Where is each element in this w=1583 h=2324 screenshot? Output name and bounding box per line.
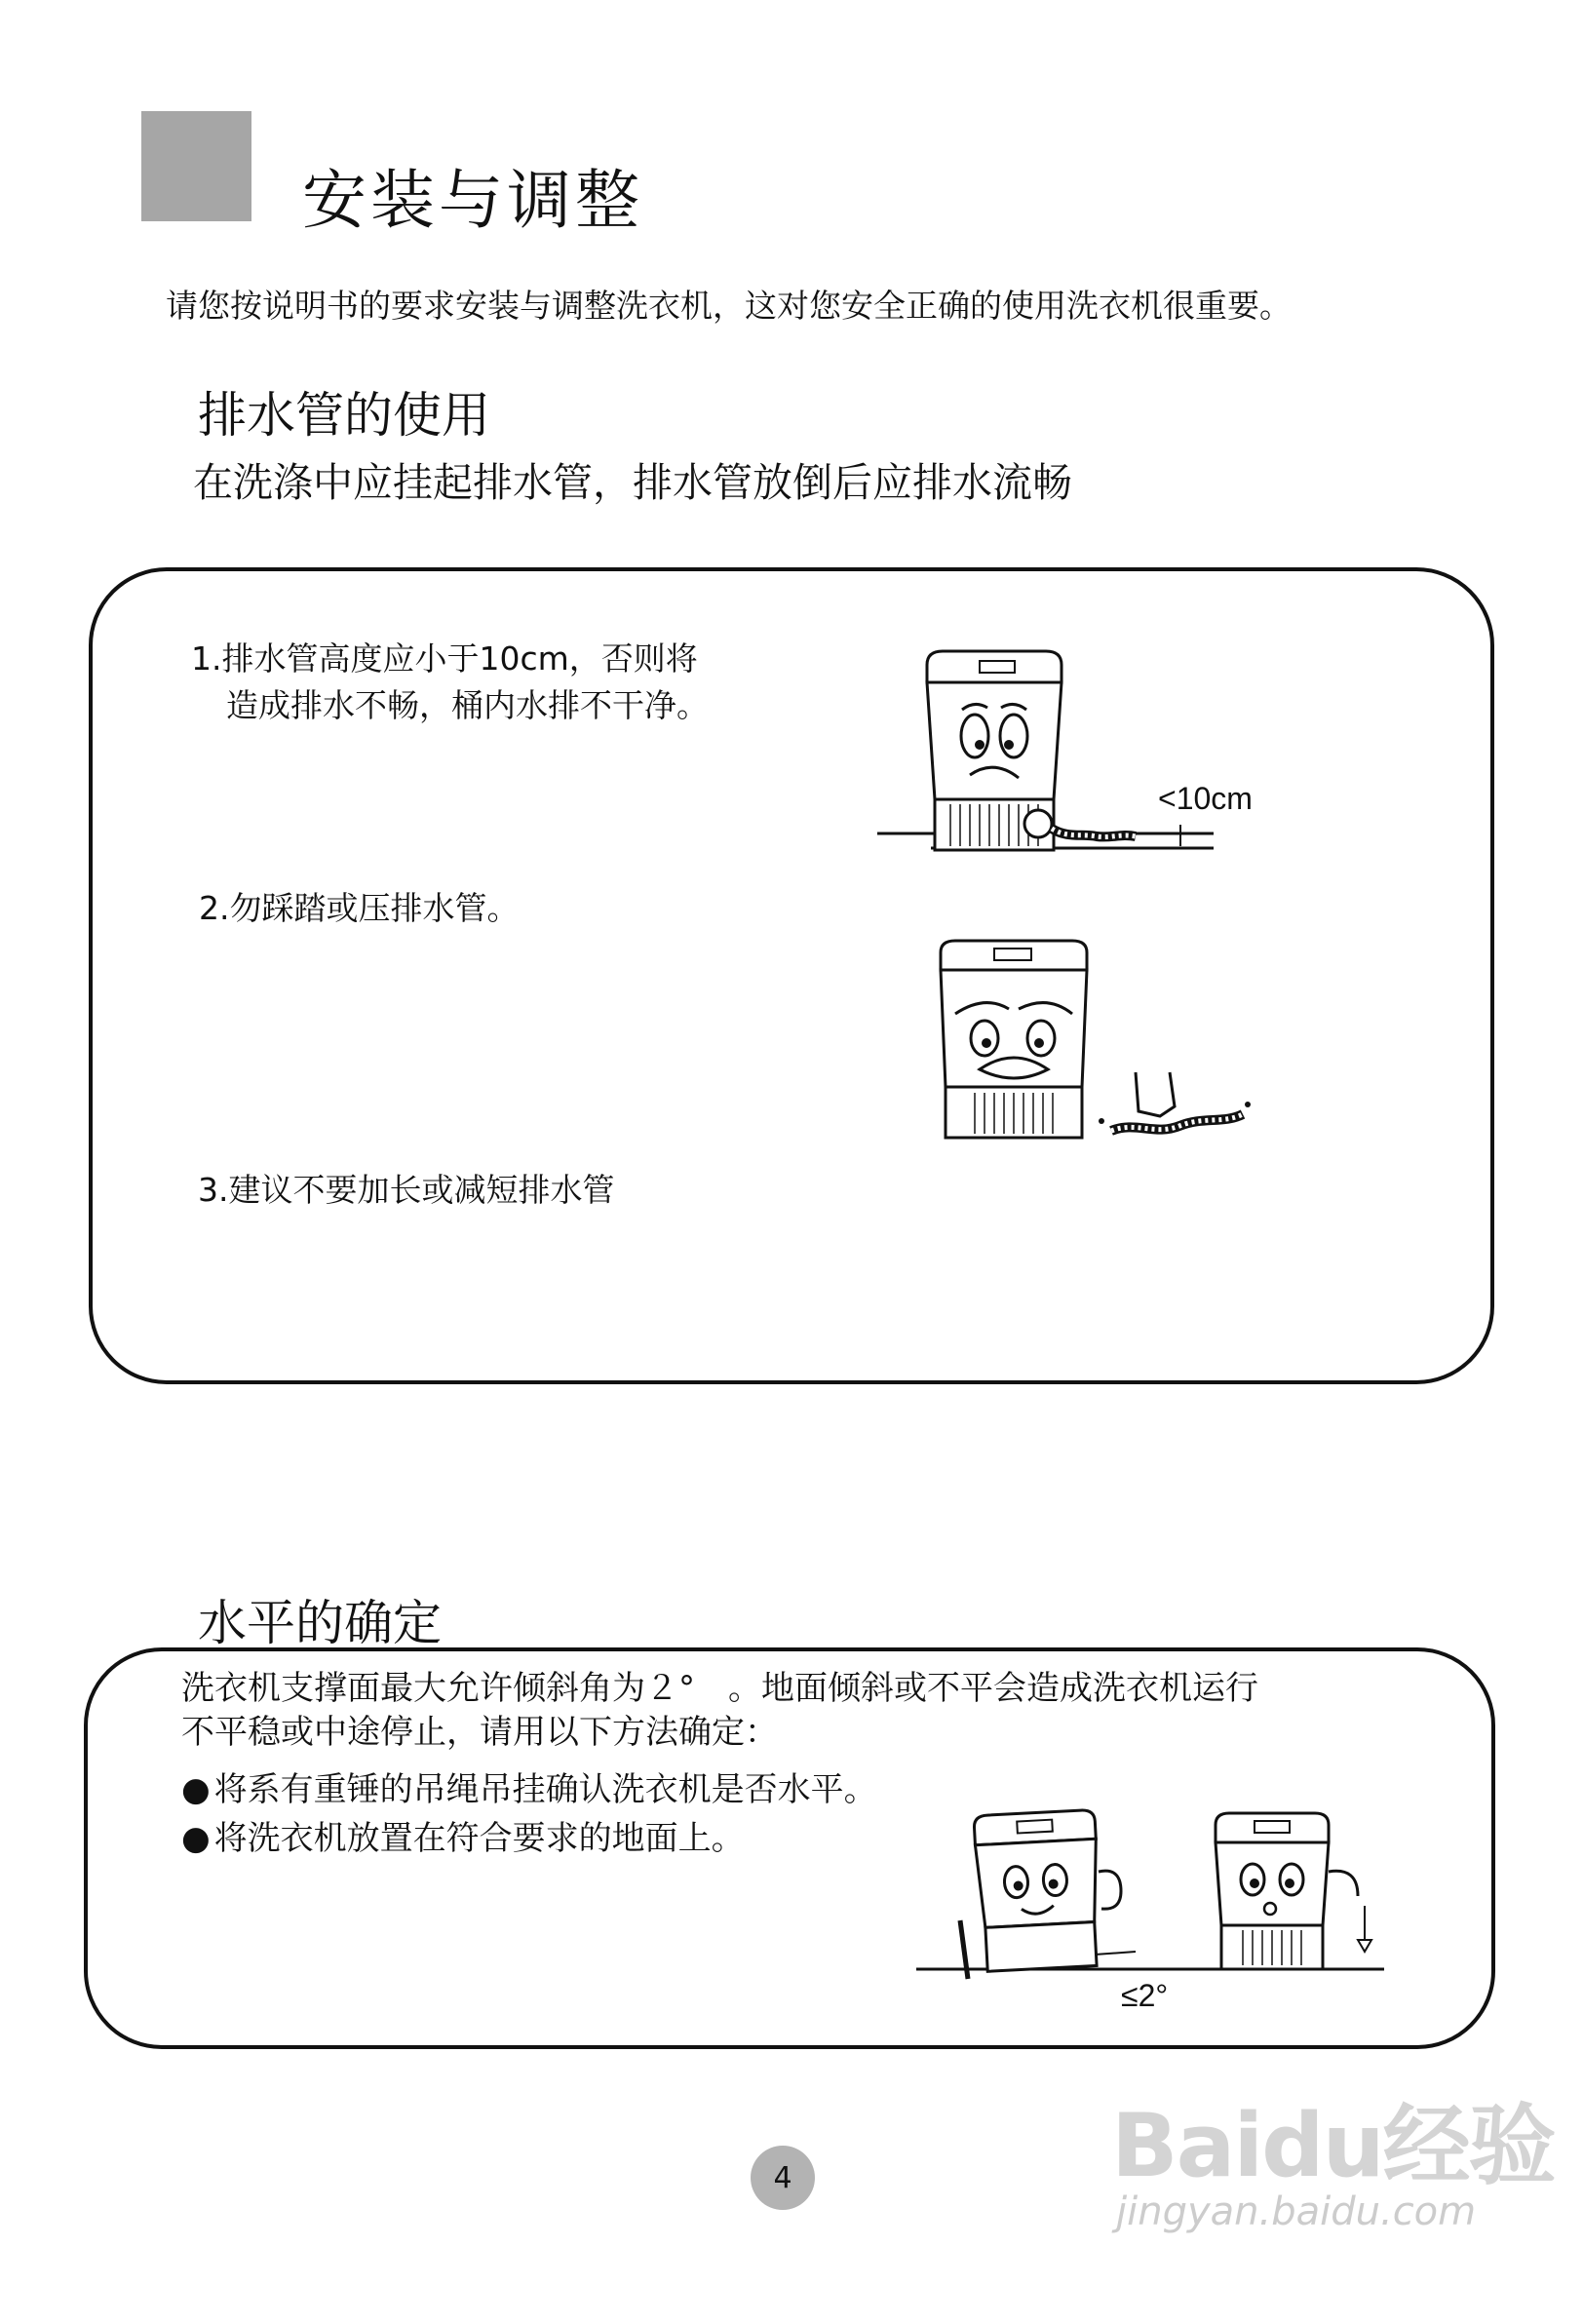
level-heading: 水平的确定	[198, 1595, 442, 1651]
intro-text: 请您按说明书的要求安装与调整洗衣机，这对您安全正确的使用洗衣机很重要。	[166, 287, 1292, 325]
page-title: 安装与调整	[302, 163, 643, 238]
page-number: 4	[751, 2146, 815, 2210]
drain-item-1-line2: 造成排水不畅，桶内水排不干净。	[226, 686, 709, 724]
section-marker-square	[141, 111, 251, 221]
drain-item-2: 2.勿踩踏或压排水管。	[199, 889, 520, 927]
drain-heading: 排水管的使用	[198, 387, 490, 444]
washer-level-illustration	[911, 1813, 1409, 2042]
washer-hose-height-illustration	[872, 643, 1253, 868]
level-text-line2: 不平稳或中途停止，请用以下方法确定：	[181, 1713, 778, 1752]
level-bullet-2: ● 将洗衣机放置在符合要求的地面上。	[181, 1815, 745, 1862]
hose-height-label: <10cm	[1158, 781, 1253, 816]
level-bullet-1: ● 将系有重锤的吊绳吊挂确认洗衣机是否水平。	[181, 1766, 877, 1813]
watermark-url: jingyan.baidu.com	[1116, 2189, 1477, 2234]
drain-item-3: 3.建议不要加长或减短排水管	[198, 1171, 615, 1209]
drain-subheading: 在洗涤中应挂起排水管，排水管放倒后应排水流畅	[193, 459, 1072, 506]
angle-label: ≤2°	[1121, 1978, 1169, 2013]
watermark-logo: Baidu经验	[1111, 2095, 1555, 2197]
level-text-line1: 洗衣机支撑面最大允许倾斜角为２° 。地面倾斜或不平会造成洗衣机运行	[181, 1669, 1258, 1708]
drain-item-1-line1: 1.排水管高度应小于10cm，否则将	[191, 639, 698, 678]
washer-hose-stepped-illustration	[926, 941, 1257, 1175]
